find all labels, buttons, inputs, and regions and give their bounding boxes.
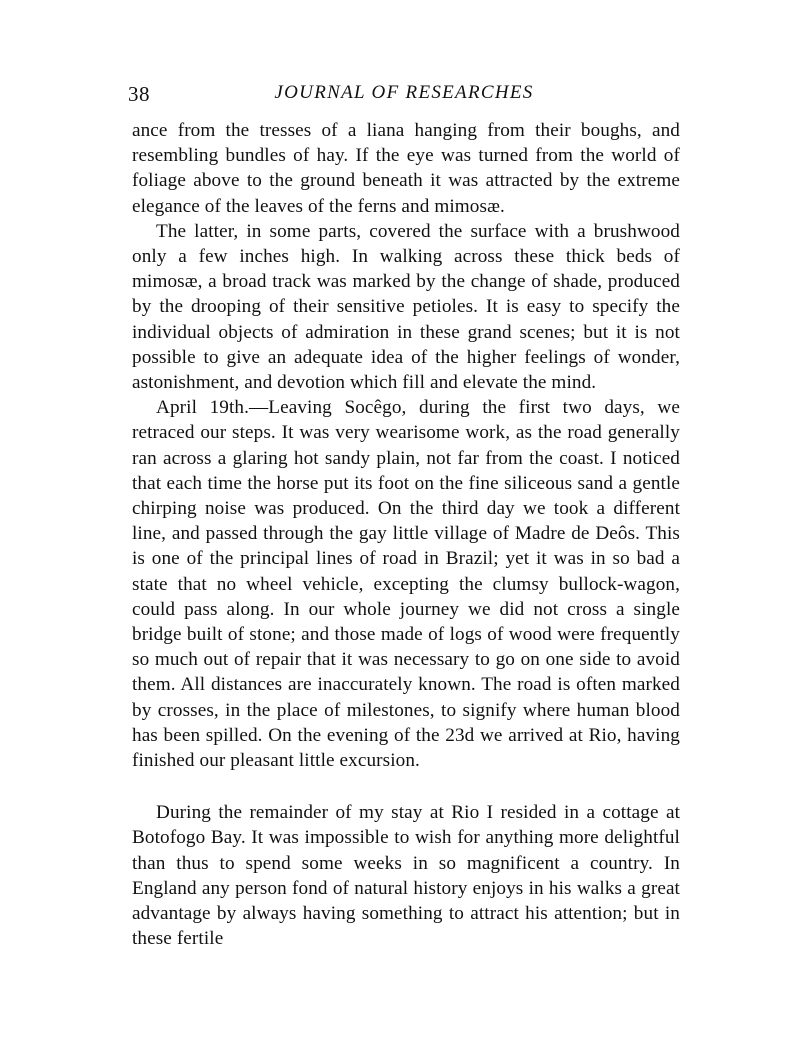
paragraph-botofogo-bay: During the remainder of my stay at Rio I resided in a cottage at Botofogo Bay. It was impossible to wish for anything more delightful than thus to spend some weeks in so magnificent a country. In England any person fond of natural history enjoys in his walks a great advantage by always having something to attract his attention; but in these fertile (132, 802, 680, 950)
body-text (132, 118, 680, 952)
running-head (128, 82, 680, 112)
paragraph-april-19th: April 19th.—Leaving Socêgo, during the first two days, we retraced our steps. It was very wearisome work, as the road generally ran across a glaring hot sandy plain, not far from the coast. I noticed that each time the horse put its foot on the fine siliceous sand a gentle chirping noise was produced. On the third day we took a different line, and passed through the gay little village of Madre de Deôs. This is one of the principal lines of road in Brazil; yet it was in so bad a state that no wheel vehicle, excepting the clumsy bullock-wagon, could pass along. In our whole journey we did not cross a single bridge built of stone; and those made of logs of wood were frequently so much out of repair that it was necessary to go on one side to avoid them. All distances are inaccurately known. The road is often marked by crosses, in the place of milestones, to signify where human blood has been spilled. On the evening of the 23d we arrived at Rio, having finished our pleasant little excursion. (132, 397, 680, 772)
page-header-title: JOURNAL OF RESEARCHES (274, 82, 534, 103)
paragraph-continued: ance from the tresses of a liana hanging from their boughs, and resembling bundles of hay. If the eye was turned from the world of foliage above to the ground beneath it was attracted by the extreme elegance of the leaves of the ferns and mimosæ. (132, 120, 680, 217)
paragraph-mimosae: The latter, in some parts, covered the surface with a brushwood only a few inches high. In walking across these thick beds of mimosæ, a broad track was marked by the change of shade, produced by the drooping of their sensitive petioles. It is easy to specify the individual objects of admiration in these grand scenes; but it is not possible to give an adequate idea of the higher feelings of wonder, astonishment, and devotion which fill and elevate the mind. (132, 220, 680, 394)
page-number: 38 (128, 82, 150, 106)
